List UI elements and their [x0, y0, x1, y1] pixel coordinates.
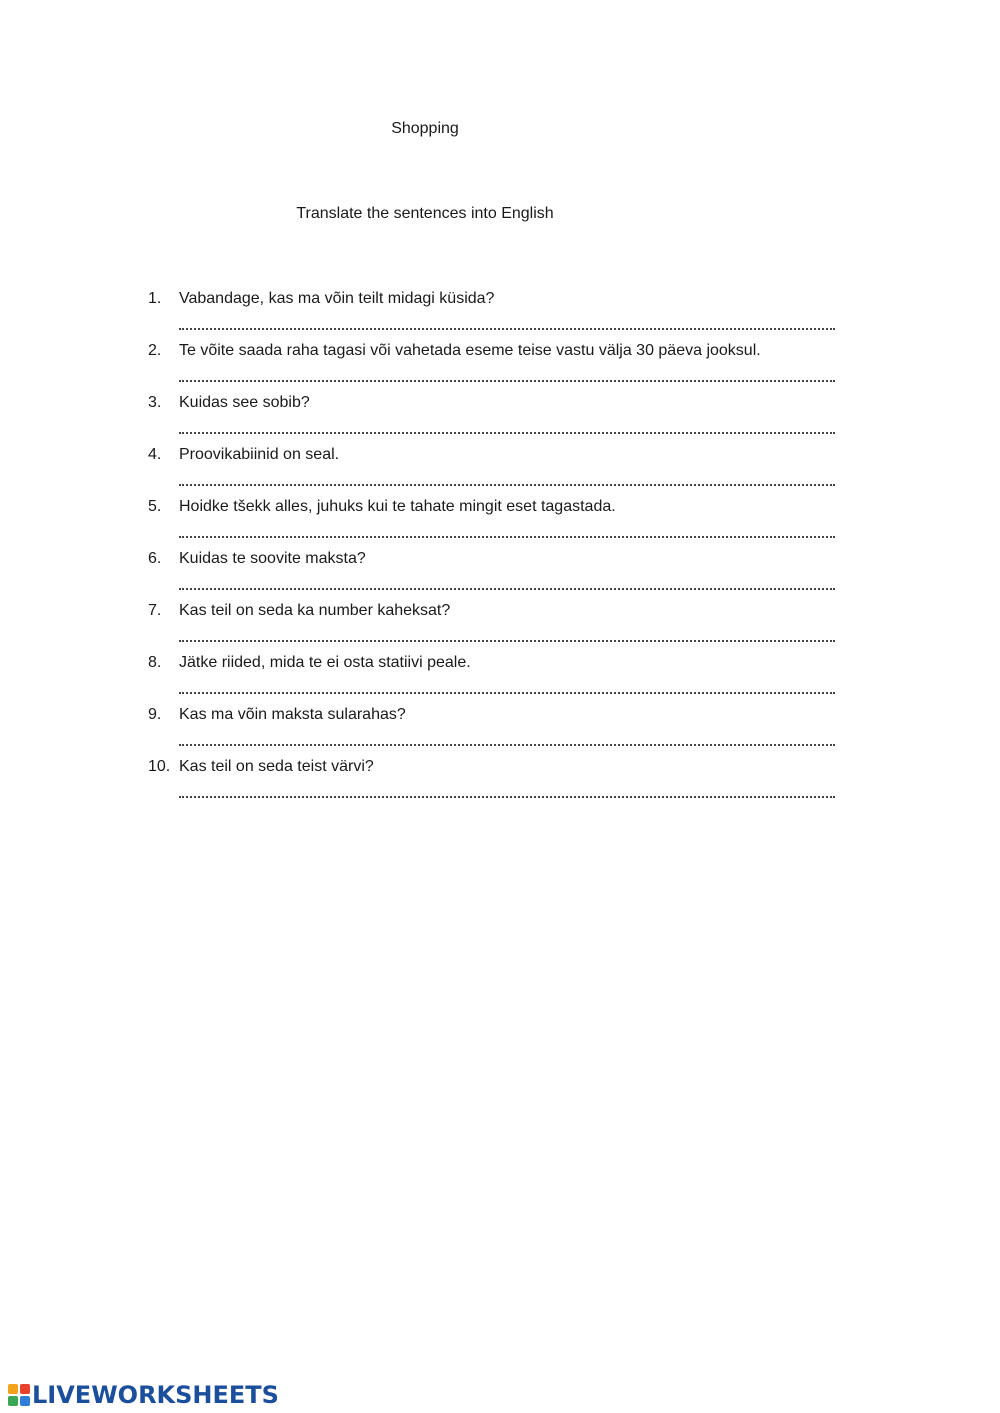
question-item [148, 394, 848, 446]
question-item [148, 602, 848, 654]
question-number: 10. [148, 758, 171, 775]
question-item [148, 654, 848, 706]
question-text: Te võite saada raha tagasi või vahetada eseme teise vastu välja 30 päeva jooksul. [179, 342, 761, 359]
question-item [148, 550, 848, 602]
question-text: Kuidas see sobib? [179, 394, 310, 411]
worksheet-instructions: Translate the sentences into English [296, 205, 554, 222]
question-number: 8. [148, 654, 162, 671]
question-text: Hoidke tšekk alles, juhuks kui te tahate mingit eset tagastada. [179, 498, 616, 515]
answer-line[interactable] [179, 678, 835, 694]
question-text: Proovikabiinid on seal. [179, 446, 340, 463]
question-text: Kuidas te soovite maksta? [179, 550, 366, 567]
question-item [148, 446, 848, 498]
question-text: Vabandage, kas ma võin teilt midagi küsida? [179, 290, 495, 307]
logo-text: LIVEWORKSHEETS [32, 1381, 279, 1409]
question-text: Kas ma võin maksta sularahas? [179, 706, 406, 723]
question-number: 6. [148, 550, 162, 567]
answer-line[interactable] [179, 470, 835, 486]
question-text: Kas teil on seda teist värvi? [179, 758, 374, 775]
question-item [148, 706, 848, 758]
answer-line[interactable] [179, 730, 835, 746]
question-list [148, 290, 848, 810]
question-number: 4. [148, 446, 162, 463]
question-text: Kas teil on seda ka number kaheksat? [179, 602, 451, 619]
logo-blocks-icon [8, 1384, 30, 1406]
question-number: 3. [148, 394, 162, 411]
answer-line[interactable] [179, 574, 835, 590]
question-number: 5. [148, 498, 162, 515]
answer-line[interactable] [179, 626, 835, 642]
answer-line[interactable] [179, 782, 835, 798]
liveworksheets-logo[interactable] [8, 1382, 279, 1408]
question-number: 2. [148, 342, 162, 359]
answer-line[interactable] [179, 522, 835, 538]
question-number: 9. [148, 706, 162, 723]
question-item [148, 290, 848, 342]
answer-line[interactable] [179, 314, 835, 330]
question-number: 1. [148, 290, 162, 307]
question-text: Jätke riided, mida te ei osta statiivi peale. [179, 654, 471, 671]
question-item [148, 498, 848, 550]
question-item [148, 758, 848, 810]
worksheet-title: Shopping [391, 120, 459, 137]
answer-line[interactable] [179, 418, 835, 434]
question-number: 7. [148, 602, 162, 619]
question-item [148, 342, 848, 394]
answer-line[interactable] [179, 366, 835, 382]
